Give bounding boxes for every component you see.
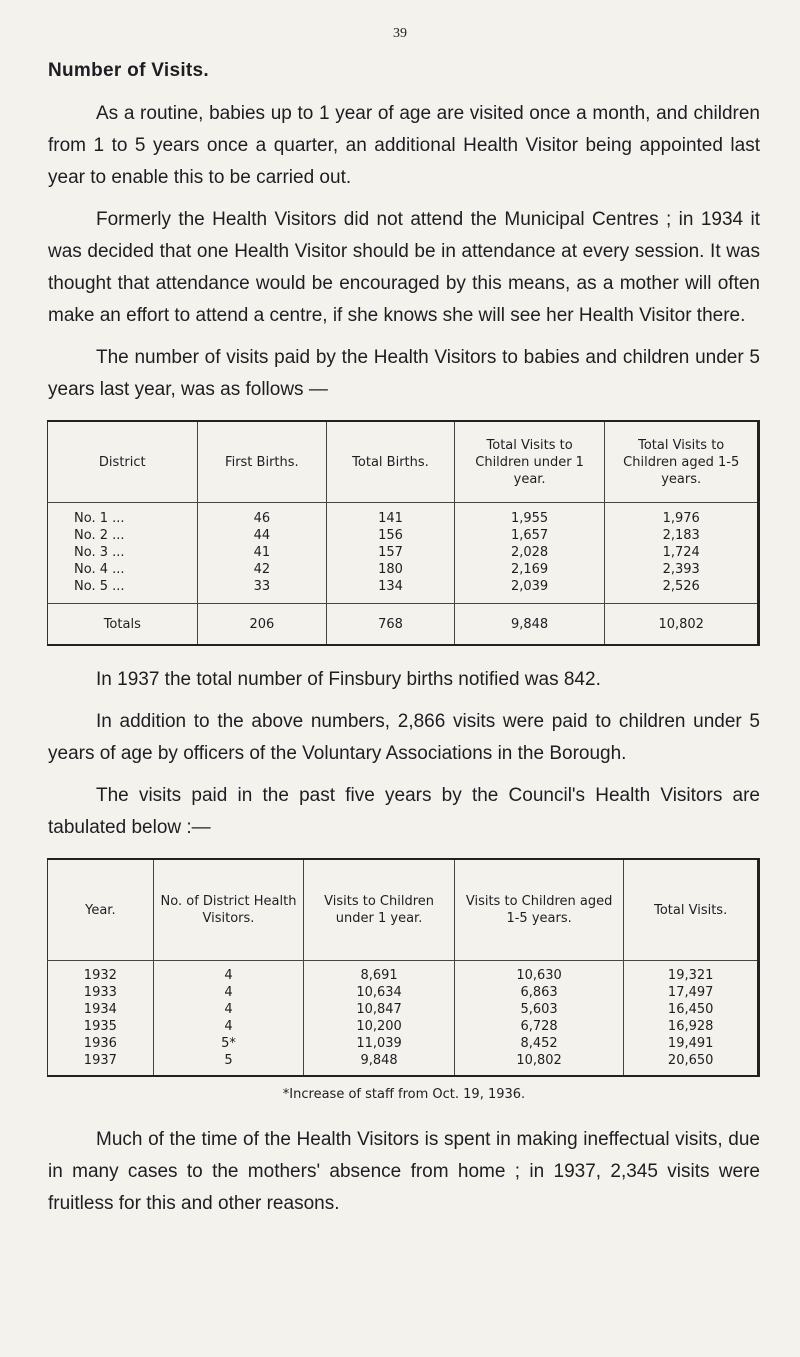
visits-by-year-table	[47, 858, 760, 1077]
table-cell: 41	[197, 544, 327, 561]
table-row	[48, 1001, 759, 1018]
table-cell: No. 4 ...	[48, 561, 198, 578]
table-cell: 1935	[48, 1018, 154, 1035]
table-cell: 10,200	[304, 1018, 455, 1035]
paragraph: In 1937 the total number of Finsbury births notified was 842.	[96, 669, 601, 690]
table-cell: 10,630	[454, 961, 623, 985]
table-cell: 4	[153, 1018, 304, 1035]
table-row	[48, 1035, 759, 1052]
table-cell: 10,847	[304, 1001, 455, 1018]
column-header: Visits to Children aged 1-5 years.	[454, 859, 623, 961]
column-header: District	[48, 421, 198, 503]
table-cell: 180	[327, 561, 455, 578]
paragraph: Formerly the Health Visitors did not attend the Municipal Centres ; in 1934 it was decided that one Health Visitor should be in attendance at every session. It was thought that attendance would be encouraged by this means, as a mother will often make an effort to attend a centre, if she knows she will see her Health Visitor there.	[48, 209, 760, 326]
column-header: Year.	[48, 859, 154, 961]
table-cell: 16,928	[667, 1019, 714, 1034]
table-cell: 16,450	[667, 1002, 714, 1017]
table-cell: 1,724	[662, 545, 700, 560]
paragraph: The visits paid in the past five years by the Council's Health Visitors are tabulated below :—	[48, 785, 760, 838]
table-cell: 2,393	[662, 562, 700, 577]
table-cell: 9,848	[454, 604, 605, 646]
table-cell: 6,728	[454, 1018, 623, 1035]
table-cell: 157	[327, 544, 455, 561]
table-cell: 5,603	[454, 1001, 623, 1018]
table-cell: 8,691	[304, 961, 455, 985]
table-cell: 10,634	[304, 984, 455, 1001]
section-heading: Number of Visits.	[48, 60, 210, 81]
column-header: Total Visits to Children aged 1-5 years.	[605, 421, 759, 503]
table-row	[48, 578, 759, 604]
table-cell: 156	[327, 527, 455, 544]
table-cell: 4	[153, 1001, 304, 1018]
table-cell: 42	[197, 561, 327, 578]
paragraph: As a routine, babies up to 1 year of age are visited once a month, and children from 1 to 5 years once a quarter, an additional Health Visitor being appointed last year to enable this to be carried out.	[48, 103, 760, 188]
table-cell: 1933	[48, 984, 154, 1001]
totals-row	[48, 604, 759, 646]
table-row	[48, 544, 759, 561]
paragraph: In addition to the above numbers, 2,866 visits were paid to children under 5 years of age by officers of the Voluntary Associations in the Borough.	[48, 711, 760, 764]
table-cell: 9,848	[304, 1052, 455, 1076]
table-footnote: *Increase of staff from Oct. 19, 1936.	[282, 1087, 526, 1102]
table-cell: 4	[153, 984, 304, 1001]
table-cell: 134	[327, 578, 455, 604]
table-header-row	[48, 421, 759, 503]
column-header: Total Births.	[327, 421, 455, 503]
table-cell: 2,183	[662, 528, 700, 543]
table-cell: 2,169	[454, 561, 605, 578]
paragraph: The number of visits paid by the Health Visitors to babies and children under 5 years last year, was as follows —	[48, 347, 760, 400]
table-cell: 44	[197, 527, 327, 544]
column-header: Total Visits to Children under 1 year.	[454, 421, 605, 503]
table-row	[48, 1018, 759, 1035]
table-cell: 206	[197, 604, 327, 646]
table-cell: 2,028	[454, 544, 605, 561]
table-cell: 20,650	[667, 1053, 714, 1068]
table-cell: 6,863	[454, 984, 623, 1001]
table-header-row	[48, 859, 759, 961]
table-cell: 141	[327, 503, 455, 528]
table-cell: 33	[197, 578, 327, 604]
table-row	[48, 527, 759, 544]
table-cell: 1932	[48, 961, 154, 985]
column-header: No. of District Health Visitors.	[153, 859, 304, 961]
table-cell: 10,802	[605, 604, 759, 646]
table-cell: 1,955	[454, 503, 605, 528]
table-cell: 1936	[48, 1035, 154, 1052]
table-cell: 1937	[48, 1052, 154, 1076]
table-cell: 17,497	[667, 985, 714, 1000]
table-cell: 11,039	[304, 1035, 455, 1052]
table-cell: 19,321	[667, 968, 714, 983]
table-cell: 46	[197, 503, 327, 528]
table-row	[48, 503, 759, 528]
table-cell: No. 3 ...	[48, 544, 198, 561]
column-header: Total Visits.	[624, 859, 759, 961]
table-cell: 5*	[153, 1035, 304, 1052]
table-row	[48, 1052, 759, 1076]
table-row	[48, 984, 759, 1001]
paragraph: Much of the time of the Health Visitors is spent in making ineffectual visits, due in many cases to the mothers' absence from home ; in 1937, 2,345 visits were fruitless for this and other reasons.	[48, 1129, 760, 1214]
table-cell: 5	[153, 1052, 304, 1076]
page-content	[48, 60, 760, 1230]
table-cell: Totals	[48, 604, 198, 646]
visits-by-district-table	[47, 420, 760, 646]
table-cell: No. 1 ...	[48, 503, 198, 528]
table-row	[48, 561, 759, 578]
table-cell: 4	[153, 961, 304, 985]
table-cell: 1,657	[454, 527, 605, 544]
column-header: Visits to Children under 1 year.	[304, 859, 455, 961]
table-cell: 1934	[48, 1001, 154, 1018]
table-cell: 2,039	[454, 578, 605, 604]
table-cell: No. 5 ...	[48, 578, 198, 604]
table-cell: 10,802	[454, 1052, 623, 1076]
page-number: 39	[393, 26, 407, 41]
table-cell: 8,452	[454, 1035, 623, 1052]
table-cell: 768	[327, 604, 455, 646]
column-header: First Births.	[197, 421, 327, 503]
table-cell: 2,526	[662, 579, 700, 594]
table-cell: 1,976	[662, 511, 700, 526]
table-cell: 19,491	[667, 1036, 714, 1051]
table-cell: No. 2 ...	[48, 527, 198, 544]
table-row	[48, 961, 759, 985]
